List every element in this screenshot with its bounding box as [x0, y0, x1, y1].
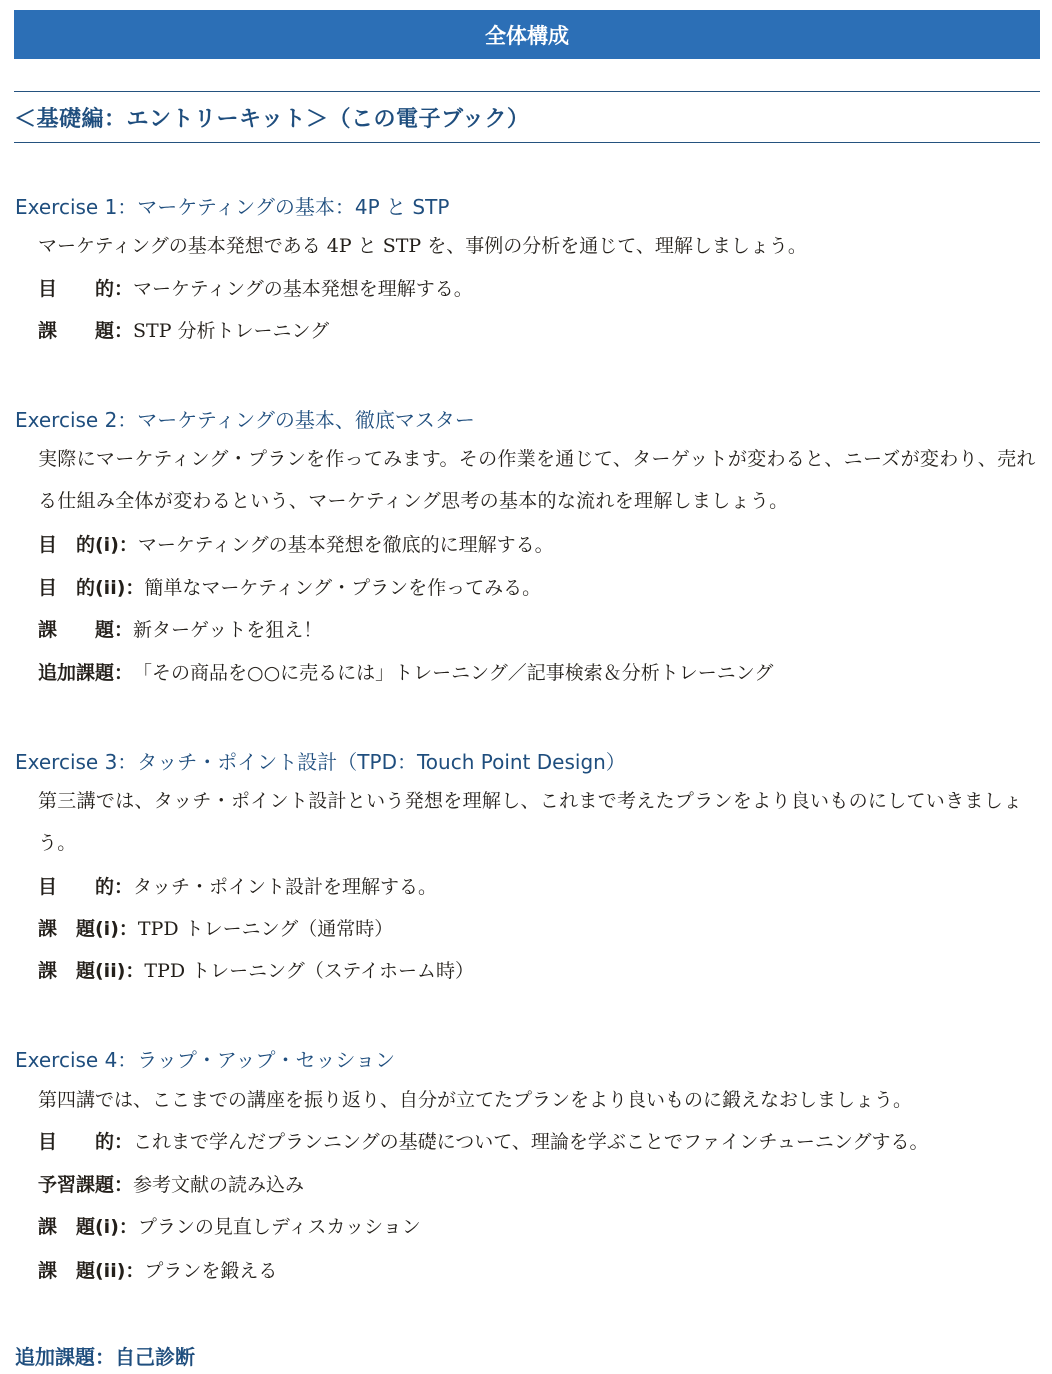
exercise-4-row-prep-task [38, 1171, 304, 1199]
exercise-4-heading: Exercise 4：ラップ・アップ・セッション [15, 1048, 396, 1072]
banner-title: 全体構成 [14, 10, 1040, 59]
exercise-1-row-task [38, 317, 329, 345]
row-label: 課 題： [38, 619, 134, 641]
row-label: 課 題： [38, 320, 134, 342]
exercise-4-row-task-2 [38, 1257, 277, 1285]
exercise-1-description: マーケティングの基本発想である 4P と STP を、事例の分析を通じて、理解しましょう。 [38, 235, 807, 257]
row-label: 課 題(ii)： [38, 1260, 145, 1282]
row-text: これまで学んだプランニングの基礎について、理論を学ぶことでファインチューニングする。 [133, 1131, 929, 1153]
row-text: 新ターゲットを狙え！ [133, 619, 323, 641]
row-text: 「その商品を○○に売るには」トレーニング／記事検索＆分析トレーニング [133, 662, 774, 684]
row-label: 課 題(ii)： [38, 960, 145, 982]
exercise-1-heading: Exercise 1：マーケティングの基本：4P と STP [15, 195, 450, 219]
row-label: 目 的(ii)： [38, 577, 145, 599]
row-text: マーケティングの基本発想を理解する。 [133, 278, 473, 300]
exercise-3-row-task-2 [38, 957, 474, 985]
row-label: 目 的： [38, 278, 134, 300]
extra-task-heading: 追加課題：自己診断 [15, 1345, 195, 1369]
exercise-2-row-purpose-2 [38, 574, 541, 602]
exercise-4-row-purpose [38, 1128, 929, 1156]
row-text: プランを鍛える [144, 1260, 278, 1282]
exercise-3-heading: Exercise 3：タッチ・ポイント設計（TPD：Touch Point Design） [15, 750, 626, 774]
row-label: 目 的： [38, 1131, 134, 1153]
row-text: 簡単なマーケティング・プランを作ってみる。 [144, 577, 542, 599]
row-text: タッチ・ポイント設計を理解する。 [133, 876, 438, 898]
exercise-3-description: 第三講では、タッチ・ポイント設計という発想を理解し、これまで考えたプランをより良いものにしていきましょう。 [38, 790, 1023, 854]
exercise-2-heading: Exercise 2：マーケティングの基本、徹底マスター [15, 408, 475, 432]
row-label: 課 題(i)： [38, 918, 138, 940]
exercise-4-description: 第四講では、ここまでの講座を振り返り、自分が立てたプランをより良いものに鍛えなおしましょう。 [38, 1089, 913, 1111]
exercise-2-row-extra-task [38, 659, 773, 687]
row-text: マーケティングの基本発想を徹底的に理解する。 [137, 534, 554, 556]
row-text: STP 分析トレーニング [133, 320, 330, 342]
exercise-1-row-purpose [38, 275, 473, 303]
exercise-3-row-task-1 [38, 915, 393, 943]
exercise-4-row-task-1 [38, 1213, 421, 1241]
exercise-3-row-purpose [38, 873, 437, 901]
row-text: プランの見直しディスカッション [137, 1216, 421, 1238]
exercise-2-row-purpose-1 [38, 531, 554, 559]
row-label: 追加課題： [38, 662, 134, 684]
row-label: 目 的(i)： [38, 534, 138, 556]
row-label: 予習課題： [38, 1174, 134, 1196]
row-label: 目 的： [38, 876, 134, 898]
row-text: 参考文献の読み込み [133, 1174, 305, 1196]
row-label: 課 題(i)： [38, 1216, 138, 1238]
exercise-2-row-task [38, 616, 322, 644]
row-text: TPD トレーニング（通常時） [137, 918, 394, 940]
section-title: ＜基礎編：エントリーキット＞（この電子ブック） [14, 91, 1040, 143]
row-text: TPD トレーニング（ステイホーム時） [144, 960, 475, 982]
exercise-2-description: 実際にマーケティング・プランを作ってみます。その作業を通じて、ターゲットが変わると、ニーズが変わり、売れる仕組み全体が変わるという、マーケティング思考の基本的な流れを理解しましょう。 [38, 448, 1036, 512]
